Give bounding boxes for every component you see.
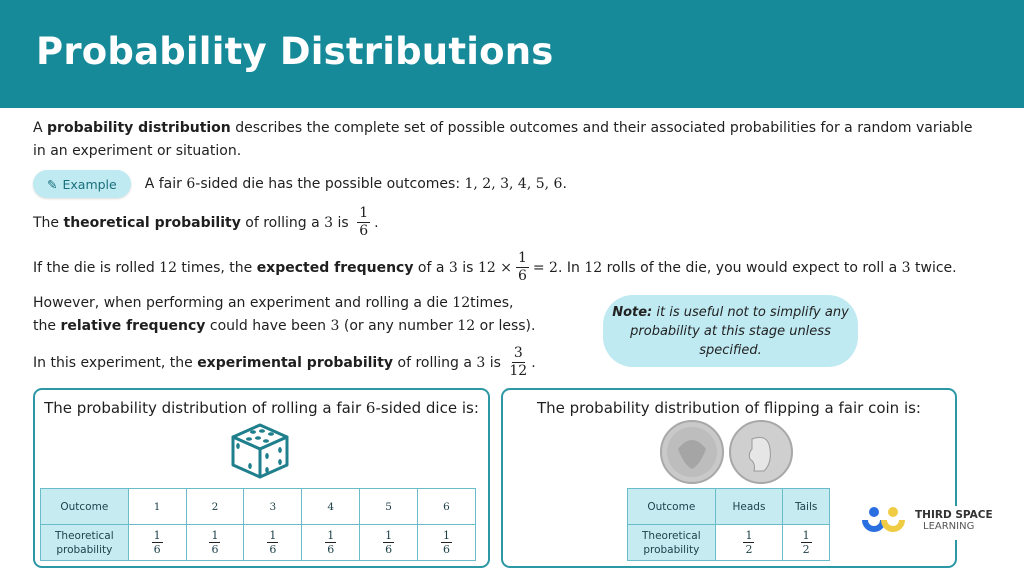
example-badge[interactable]	[33, 170, 131, 198]
table-cell: Heads	[715, 489, 783, 525]
note-text: it is useful not to simplify any probability at this stage unless specified.	[630, 305, 849, 358]
dice-probability-table	[40, 488, 476, 561]
table-cell: $\frac{1}{6}$	[302, 525, 360, 561]
expected-line	[33, 250, 957, 285]
logo-text: LEARNING	[923, 521, 975, 532]
coins-icon	[660, 419, 796, 485]
table-cell: 2	[186, 489, 244, 525]
math: 12	[452, 295, 471, 311]
text: could have been	[205, 318, 331, 334]
math: 3	[901, 259, 911, 276]
text: times, the	[176, 259, 257, 276]
term: probability distribution	[47, 120, 231, 136]
coin-distribution-box	[501, 388, 957, 568]
table-cell: $\frac{1}{6}$	[128, 525, 186, 561]
table-row	[628, 525, 830, 561]
text: The	[33, 214, 64, 231]
math: 3	[448, 259, 458, 276]
row-header: Outcome	[628, 489, 716, 525]
text: If the die is rolled	[33, 259, 160, 276]
term: theoretical probability	[63, 214, 241, 231]
text: is	[485, 354, 506, 371]
page-title: Probability Distributions	[36, 30, 554, 73]
table-cell: 5	[360, 489, 418, 525]
table-cell: 1	[128, 489, 186, 525]
text: of a	[413, 259, 449, 276]
text: In this experiment, the	[33, 354, 198, 371]
table-row	[41, 489, 476, 525]
text: of rolling a	[393, 354, 477, 371]
text: of rolling a	[240, 214, 325, 231]
table-cell: $\frac{1}{6}$	[360, 525, 418, 561]
text: (or any number	[339, 318, 458, 334]
table-cell: $\frac{1}{6}$	[418, 525, 476, 561]
text: is	[457, 259, 478, 276]
table-cell: $\frac{1}{6}$	[244, 525, 302, 561]
text: .	[374, 214, 379, 231]
math: 1, 2, 3, 4, 5, 6	[464, 176, 563, 192]
example-line	[33, 170, 567, 198]
term: relative frequency	[60, 318, 206, 334]
row-header: Outcome	[41, 489, 129, 525]
table-cell: 6	[418, 489, 476, 525]
table-cell: $\frac{1}{2}$	[783, 525, 830, 561]
text: times,	[470, 295, 514, 311]
pencil-icon: ✎	[47, 176, 58, 192]
fraction: $\frac{3}{12}$	[509, 345, 528, 379]
text: or less).	[475, 318, 536, 334]
logo-text: THIRD SPACE	[915, 509, 993, 521]
text: -sided die has the possible outcomes:	[195, 176, 465, 192]
text: describes the complete set of possible outcomes and their associated probabilities for a random variable	[230, 120, 973, 136]
text: .	[531, 354, 536, 371]
row-header: Theoretical probability	[628, 525, 716, 561]
row-header: Theoretical probability	[41, 525, 129, 561]
math: = 2	[532, 259, 558, 276]
text: . In	[557, 259, 585, 276]
table-cell: Tails	[783, 489, 830, 525]
term: experimental probability	[197, 354, 394, 371]
note-label: Note:	[612, 305, 653, 320]
term: expected frequency	[256, 259, 414, 276]
example-label: Example	[62, 176, 117, 192]
text: in an experiment or situation.	[33, 143, 242, 159]
math: 12	[159, 259, 177, 276]
relative-line-2	[33, 318, 535, 334]
logo-icon	[860, 506, 910, 536]
table-cell: $\frac{1}{6}$	[186, 525, 244, 561]
text: However, when performing an experiment and rolling a die	[33, 295, 453, 311]
math: 6	[186, 176, 196, 192]
text: the	[33, 318, 61, 334]
dice-caption: The probability distribution of rolling a fair 6-sided dice is:	[44, 399, 479, 417]
math: 3	[324, 214, 334, 231]
math: 3	[330, 318, 340, 334]
math: 12 ×	[477, 259, 512, 276]
table-row	[41, 525, 476, 561]
intro-line-2	[33, 143, 241, 159]
table-cell: 4	[302, 489, 360, 525]
fraction: $\frac{1}{6}$	[359, 205, 369, 239]
table-cell: 3	[244, 489, 302, 525]
text: A	[33, 120, 43, 136]
coin-caption: The probability distribution of flipping a fair coin is:	[536, 399, 921, 417]
coin-probability-table	[627, 488, 830, 561]
text: twice.	[910, 259, 957, 276]
text: rolls of the die, you would expect to roll a	[602, 259, 902, 276]
table-row	[628, 489, 830, 525]
intro-line-1	[33, 120, 972, 136]
math: 3	[476, 354, 486, 371]
third-space-learning-logo	[860, 506, 1000, 540]
relative-line-1	[33, 295, 514, 311]
table-cell: $\frac{1}{2}$	[715, 525, 783, 561]
theoretical-line	[33, 205, 379, 240]
text: is	[333, 214, 354, 231]
text: A fair	[144, 176, 187, 192]
dice-distribution-box	[33, 388, 490, 568]
math: 12	[457, 318, 476, 334]
experimental-line	[33, 345, 536, 380]
fraction: $\frac{1}{6}$	[517, 250, 527, 284]
math: 12	[584, 259, 603, 276]
note-bubble	[603, 295, 858, 367]
text: .	[562, 176, 567, 192]
dice-icon	[229, 422, 291, 480]
header-banner	[0, 0, 1024, 108]
